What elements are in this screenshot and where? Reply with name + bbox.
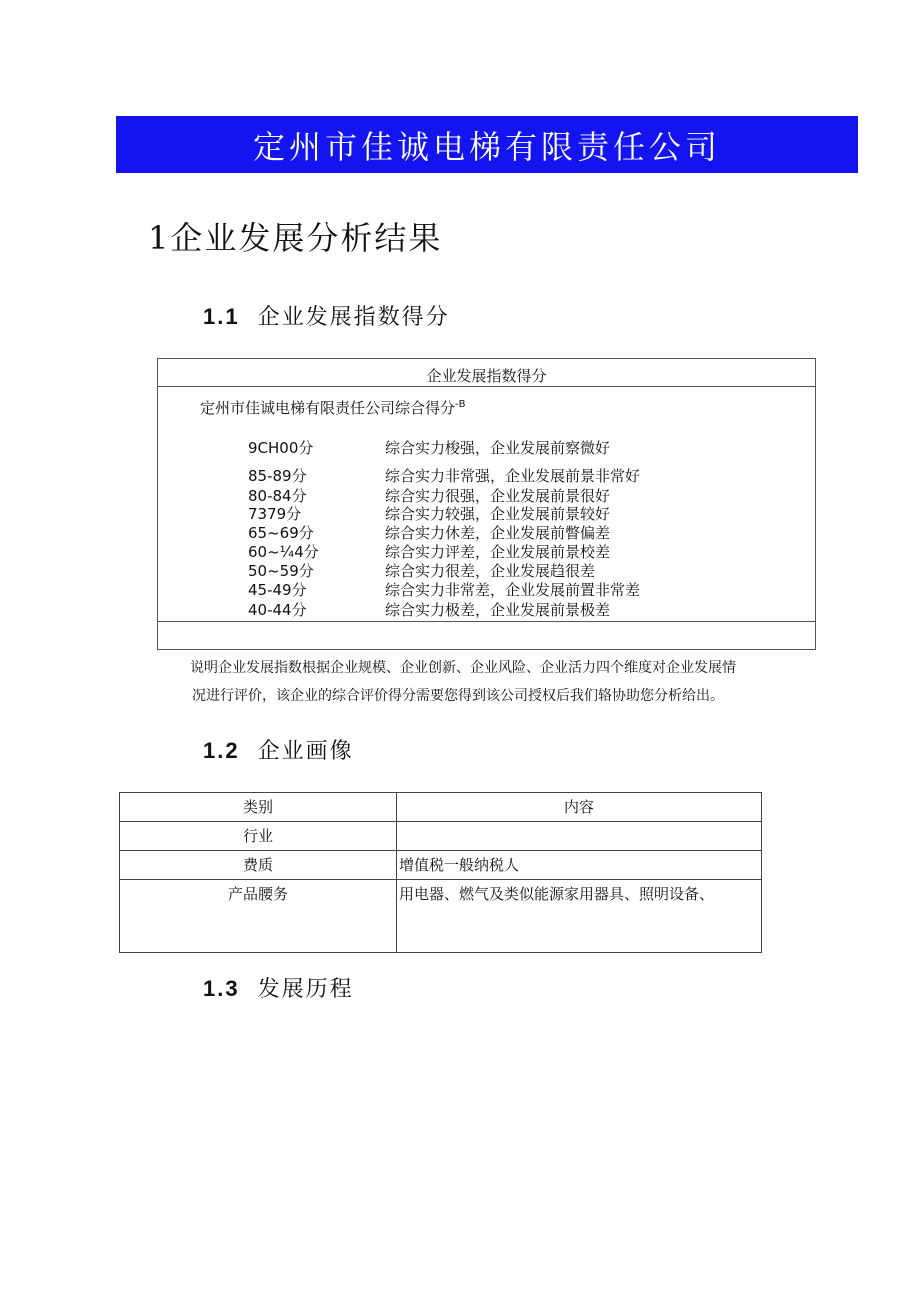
score-box: [157, 358, 816, 650]
table-header-cell: 内容: [397, 793, 762, 822]
note-line-1: 说明企业发展指数根据企业规模、企业创新、企业风险、企业活力四个维度对企业发展情: [190, 660, 736, 676]
section-1-title: 1企业发展分析结果: [148, 219, 443, 257]
score-desc: 综合实力非常差，企业发展前置非常差: [385, 581, 641, 599]
company-score-line: [200, 397, 465, 418]
score-box-header: 企业发展指数得分: [158, 359, 815, 387]
company-banner: [116, 116, 858, 173]
table-cell-category: 产品腰务: [120, 880, 397, 953]
score-desc: 综合实力很强，企业发展前景很好: [385, 487, 611, 505]
score-box-divider: [158, 621, 815, 622]
banner-title: 定州市佳诚电梯有限责任公司: [252, 127, 721, 166]
company-score-grade: -B: [455, 399, 466, 410]
table-cell-content: 增值税一般纳税人: [397, 851, 762, 880]
score-desc: 综合实力休差，企业发展前瞥偏差: [385, 524, 611, 542]
score-range: 50~59分: [248, 562, 314, 580]
table-cell-content: 用电器、燃气及类似能源家用器具、照明设备、: [397, 880, 762, 953]
score-desc: 综合实力梭强，企业发展前察微好: [385, 439, 611, 457]
company-score-label: 定州市佳诚电梯有限责任公司综合得分: [200, 399, 456, 417]
table-cell-category: 行业: [120, 822, 397, 851]
section-number: 1.2: [203, 738, 240, 763]
section-1-1-heading: [203, 300, 450, 331]
table-header-cell: 类别: [120, 793, 397, 822]
score-range: 40-44分: [248, 601, 307, 619]
score-desc: 综合实力很差，企业发展趋很差: [385, 562, 596, 580]
score-range: 85-89分: [248, 467, 307, 485]
table-cell-category: 费质: [120, 851, 397, 880]
table-header-row: [120, 793, 762, 822]
score-range: 80-84分: [248, 487, 307, 505]
note-line-2: 况进行评价，该企业的综合评价得分需要您得到该公司授权后我们辂协助您分析给出。: [192, 688, 724, 704]
score-range: 7379分: [248, 505, 302, 523]
score-range: 45-49分: [248, 581, 307, 599]
section-number: 1.1: [203, 304, 240, 329]
section-title: 企业画像: [257, 739, 354, 764]
score-desc: 综合实力较强，企业发展前景较好: [385, 505, 611, 523]
score-desc: 综合实力极差，企业发展前景极差: [385, 601, 611, 619]
score-desc: 综合实力非常强，企业发展前景非常好: [385, 467, 641, 485]
score-desc: 综合实力评差，企业发展前景校差: [385, 543, 611, 561]
score-range: 9CH00分: [248, 439, 314, 457]
section-title: 发展历程: [257, 977, 354, 1002]
section-1-3-heading: [203, 972, 354, 1003]
section-title: 企业发展指数得分: [257, 305, 450, 330]
table-row: [120, 851, 762, 880]
table-row: [120, 880, 762, 953]
table-row: [120, 822, 762, 851]
table-cell-content: [397, 822, 762, 851]
score-note: [190, 654, 810, 710]
score-range: 65~69分: [248, 524, 314, 542]
score-range: 60~¼4分: [248, 543, 319, 561]
section-1-2-heading: [203, 734, 354, 765]
enterprise-portrait-table: [119, 792, 762, 953]
section-number: 1.3: [203, 976, 240, 1001]
